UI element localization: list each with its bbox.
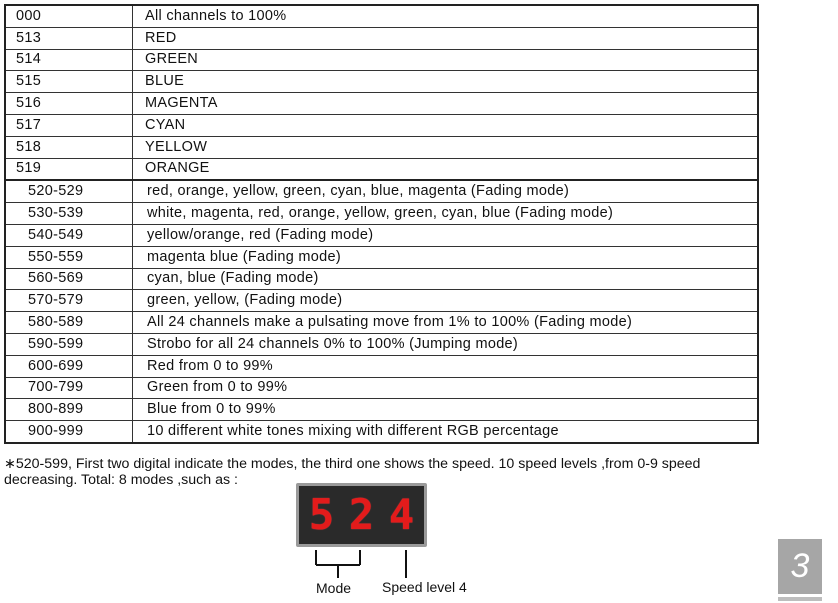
row-description: YELLOW [133, 136, 759, 158]
led-display [296, 483, 427, 547]
led-digit-2: 2 [348, 490, 375, 539]
row-code: 513 [5, 27, 133, 49]
table-row [5, 93, 758, 115]
table-row [5, 377, 758, 399]
row-description: RED [133, 27, 759, 49]
row-code: 514 [5, 49, 133, 71]
row-description: yellow/orange, red (Fading mode) [133, 224, 759, 246]
page-number-tab [778, 539, 822, 594]
row-code: 516 [5, 93, 133, 115]
table-row [5, 203, 758, 225]
page-number: 3 [790, 547, 810, 585]
row-code: 580-589 [5, 312, 133, 334]
code-table [4, 4, 759, 444]
row-description: 10 different white tones mixing with different RGB percentage [133, 421, 759, 443]
row-description: Blue from 0 to 99% [133, 399, 759, 421]
row-code: 000 [5, 5, 133, 27]
row-description: ORANGE [133, 158, 759, 180]
table-row [5, 136, 758, 158]
row-description: GREEN [133, 49, 759, 71]
row-code: 600-699 [5, 355, 133, 377]
row-code: 520-529 [5, 180, 133, 202]
row-code: 900-999 [5, 421, 133, 443]
table-row [5, 27, 758, 49]
row-code: 800-899 [5, 399, 133, 421]
row-code: 560-569 [5, 268, 133, 290]
row-description: CYAN [133, 114, 759, 136]
table-row [5, 399, 758, 421]
table-row [5, 333, 758, 355]
speed-level-label: Speed level 4 [382, 579, 467, 595]
led-digit-3: 4 [388, 490, 415, 539]
table-row [5, 180, 758, 202]
footnote-line-2: decreasing. Total: 8 modes ,such as : [4, 472, 238, 488]
row-code: 550-559 [5, 246, 133, 268]
row-description: white, magenta, red, orange, yellow, green, cyan, blue (Fading mode) [133, 203, 759, 225]
row-description: All 24 channels make a pulsating move from 1% to 100% (Fading mode) [133, 312, 759, 334]
row-description: Green from 0 to 99% [133, 377, 759, 399]
row-description: cyan, blue (Fading mode) [133, 268, 759, 290]
table-row [5, 114, 758, 136]
row-description: red, orange, yellow, green, cyan, blue, magenta (Fading mode) [133, 180, 759, 202]
mode-label: Mode [316, 580, 352, 596]
row-code: 700-799 [5, 377, 133, 399]
table-row [5, 421, 758, 443]
table-row [5, 246, 758, 268]
row-code: 517 [5, 114, 133, 136]
footnote-line-1: ∗520-599, First two digital indicate the modes, the third one shows the speed. 10 speed levels ,from 0-9 speed [4, 456, 701, 472]
row-code: 590-599 [5, 333, 133, 355]
row-description: green, yellow, (Fading mode) [133, 290, 759, 312]
table-row [5, 5, 758, 27]
page-tab-underline [778, 597, 822, 601]
mode-bracket [300, 548, 420, 580]
table-row [5, 355, 758, 377]
row-code: 530-539 [5, 203, 133, 225]
row-description: All channels to 100% [133, 5, 759, 27]
row-description: BLUE [133, 71, 759, 93]
led-digit-1: 5 [308, 490, 335, 539]
table-row [5, 312, 758, 334]
table-row [5, 290, 758, 312]
row-code: 570-579 [5, 290, 133, 312]
table-row [5, 71, 758, 93]
row-description: Strobo for all 24 channels 0% to 100% (Jumping mode) [133, 333, 759, 355]
table-row [5, 268, 758, 290]
row-description: MAGENTA [133, 93, 759, 115]
table-row [5, 158, 758, 180]
row-code: 515 [5, 71, 133, 93]
row-code: 519 [5, 158, 133, 180]
row-code: 540-549 [5, 224, 133, 246]
row-code: 518 [5, 136, 133, 158]
row-description: Red from 0 to 99% [133, 355, 759, 377]
table-row [5, 224, 758, 246]
table-row [5, 49, 758, 71]
row-description: magenta blue (Fading mode) [133, 246, 759, 268]
